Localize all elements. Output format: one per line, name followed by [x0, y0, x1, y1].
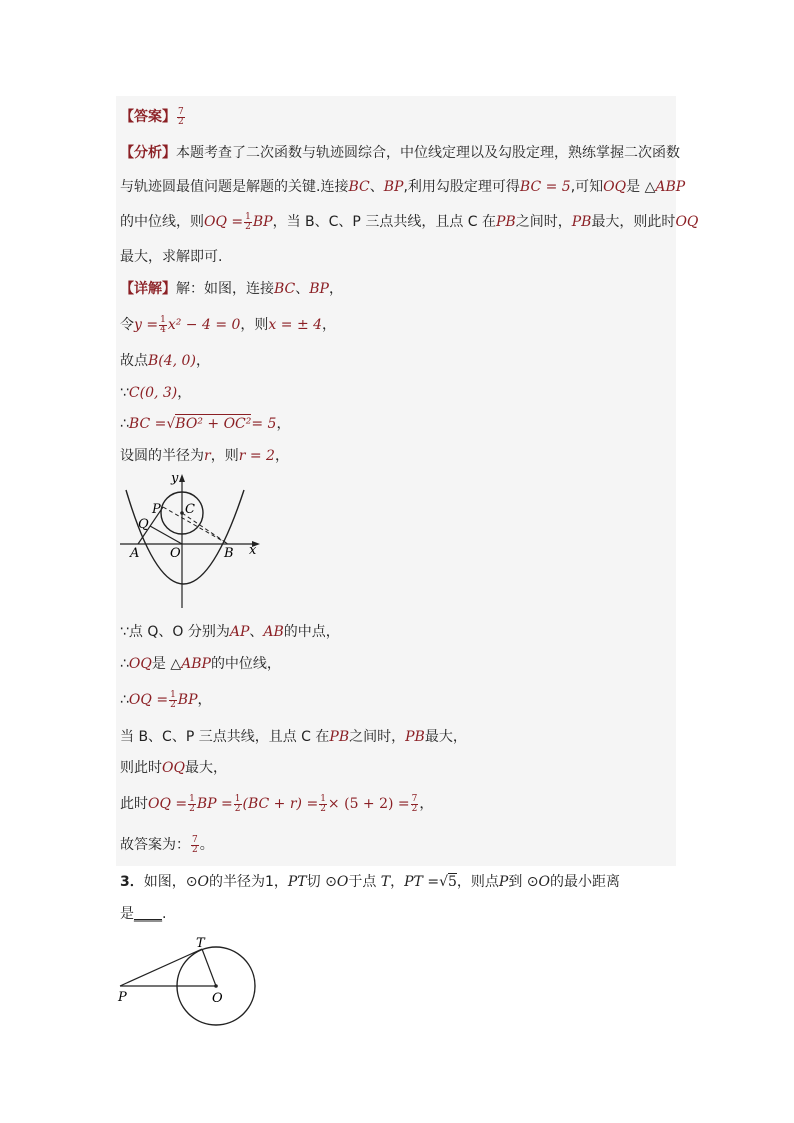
analysis-line-2: 与轨迹圆最值问题是解题的关键.连接BC、BP,利用勾股定理可得BC = 5,可知OQ是 △ABP: [120, 179, 686, 195]
analysis-line-3: 的中位线，则OQ = $\frac{1}{2}$ BP，当 B、C、P 三点共线，且点 C 在PB之间时，PB最大，则此时OQ: [120, 211, 699, 232]
detail-line-8: ∴OQ是 △ABP的中位线，: [120, 656, 281, 672]
answer-line: [120, 107, 186, 127]
question-3-line-2: 是____.: [120, 906, 167, 922]
question-3-line-1: 3．如图，⊙O的半径为1，PT切 ⊙O于点 T，PT =√5，则点P到 ⊙O的最小距离: [120, 874, 621, 890]
segment-oq: [150, 526, 182, 544]
analysis-tag: 【分析】: [120, 145, 176, 161]
detail-line-5: ∴BC =√BO² + OC²= 5，: [120, 416, 291, 432]
quarter-fraction: $\frac{1}{4}$: [160, 314, 166, 335]
tangent-figure: [112, 932, 262, 1030]
label-p: P: [152, 502, 161, 517]
segment-cb: [182, 513, 228, 544]
label-c: C: [185, 502, 195, 517]
label-q: Q: [138, 517, 149, 532]
point-o: [214, 984, 218, 988]
detail-line-2: 令y = $\frac{1}{4}$ x² − 4 = 0，则x = ± 4，: [120, 314, 337, 335]
question-number: 3．: [120, 874, 144, 890]
label-b: B: [224, 546, 234, 561]
detail-line-11: 则此时OQ最大，: [120, 760, 227, 776]
sqrt-expression: BO² + OC²: [175, 416, 252, 432]
tangent-pt: [120, 949, 202, 986]
detail-line-3: 故点B(4, 0)，: [120, 353, 210, 369]
detail-line-1: 【详解】解：如图，连接BC、BP，: [120, 281, 343, 297]
parabola-figure: [116, 466, 266, 614]
label-x: x: [249, 543, 257, 558]
analysis-line-1: 【分析】本题考查了二次函数与轨迹圆综合，中位线定理以及勾股定理，熟练掌握二次函数: [120, 145, 680, 161]
label-o2: O: [212, 991, 223, 1006]
detail-line-12: 此时OQ = $\frac{1}{2}$ BP = $\frac{1}{2}$ (BC + r) = $\frac{1}{2}$ × (5 + 2) = $\frac{7}{2}$ ，: [120, 793, 434, 814]
label-o: O: [170, 546, 181, 561]
detail-line-10: 当 B、C、P 三点共线，且点 C 在PB之间时，PB最大，: [120, 729, 467, 745]
answer-blank: ____: [134, 906, 162, 922]
analysis-line-4: 最大，求解即可.: [120, 249, 223, 265]
label-p2: P: [118, 990, 127, 1005]
detail-line-9: ∴OQ = $\frac{1}{2}$ BP，: [120, 689, 212, 710]
half-fraction: $\frac{1}{2}$: [245, 211, 251, 232]
detail-line-13: 故答案为： $\frac{7}{2}$ 。: [120, 834, 214, 855]
answer-fraction: $\frac{7}{2}$: [178, 106, 184, 127]
y-axis-arrow: [179, 474, 185, 482]
detail-line-7: ∵点 Q、O 分别为AP、AB的中点，: [120, 624, 340, 640]
detail-line-4: ∵C(0, 3)，: [120, 385, 192, 401]
answer-tag: 【答案】: [120, 109, 176, 125]
detail-tag: 【详解】: [120, 281, 176, 297]
label-y: y: [171, 471, 179, 486]
label-a: A: [130, 546, 140, 561]
label-t: T: [196, 936, 205, 951]
detail-line-6: 设圆的半径为r，则r = 2，: [120, 448, 289, 464]
radius-ot: [202, 949, 216, 986]
